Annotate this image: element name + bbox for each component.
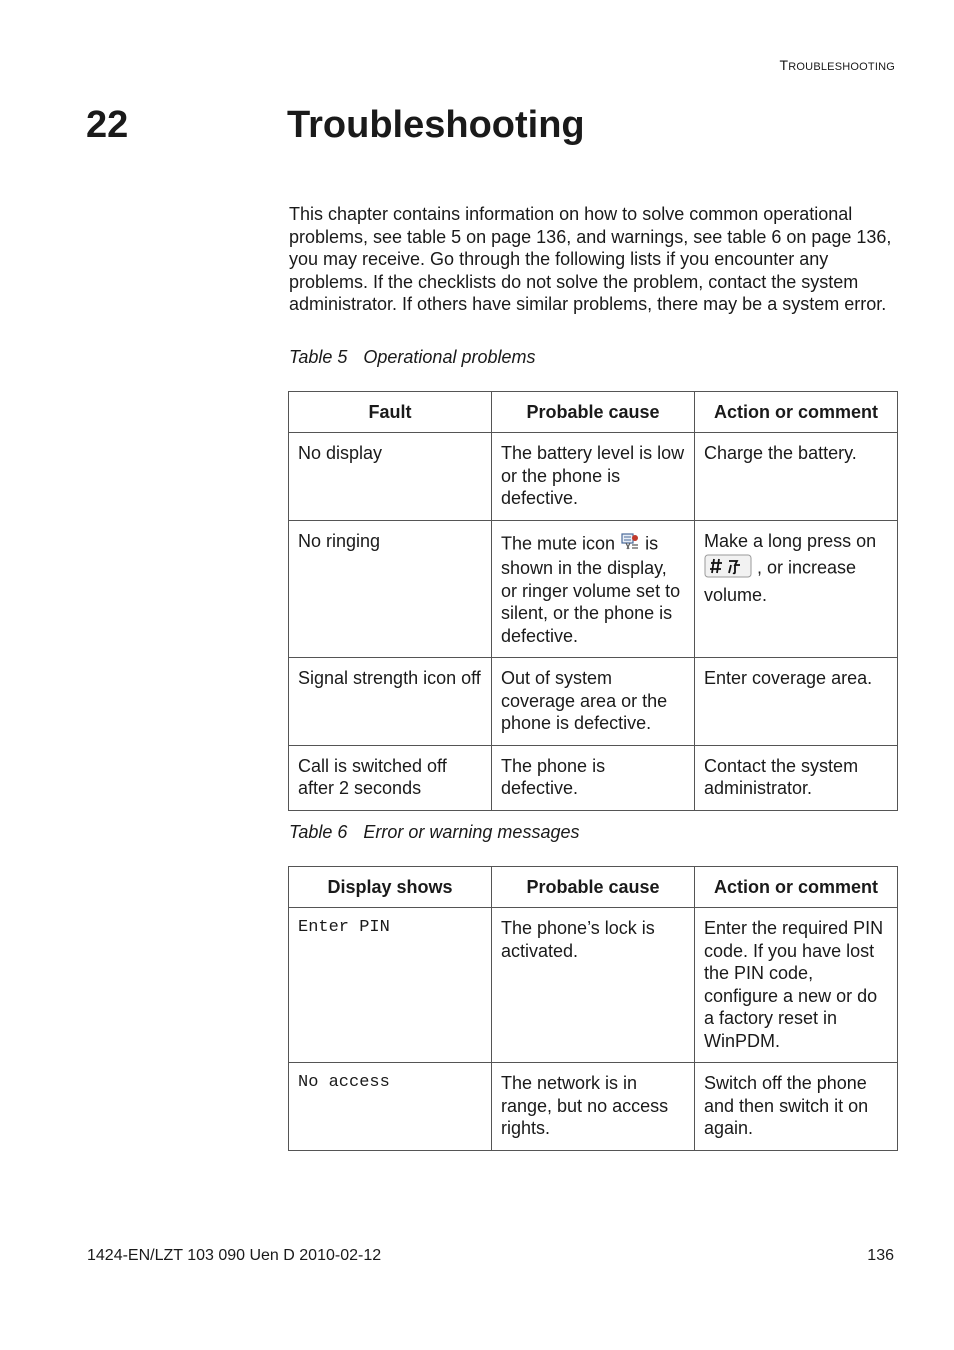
table6-caption	[289, 822, 579, 843]
table5-caption	[289, 347, 535, 368]
table6-caption-title: Error or warning messages	[363, 822, 580, 842]
action-text-after: , or increase volume.	[704, 557, 857, 605]
mute-icon	[620, 532, 640, 558]
table-row	[289, 745, 898, 810]
intro-paragraph: This chapter contains information on how to solve common operational problems, see table 5 on page 136, and warnings, see table 6 on page 136, you may receive. Go through the following lists if you encounter any problems. If the checklists do not solve the problem, contact the system administrator. If others have similar problems, there may be a system error.	[289, 204, 892, 314]
action-text-before: Make a long press on	[704, 530, 877, 551]
table5-caption-label: Table 5	[289, 347, 348, 367]
chapter-number: 22	[86, 104, 129, 146]
table-row	[289, 658, 898, 746]
column-header-action: Action or comment	[695, 867, 898, 908]
table-row	[289, 520, 898, 658]
fault-cell: Signal strength icon off	[289, 658, 492, 746]
chapter-title: Troubleshooting	[287, 104, 585, 146]
column-header-display: Display shows	[289, 867, 492, 908]
table-row	[289, 1063, 898, 1151]
table5-caption-title: Operational problems	[363, 347, 536, 367]
cause-cell	[492, 520, 695, 658]
display-message-cell: No access	[289, 1063, 492, 1151]
table-header-row	[289, 392, 898, 433]
fault-cell: Call is switched off after 2 seconds	[289, 745, 492, 810]
column-header-action: Action or comment	[695, 392, 898, 433]
fault-cell: No display	[289, 433, 492, 521]
cause-text-after: is shown in the display, or ringer volume set to silent, or the phone is defective.	[501, 533, 681, 646]
action-cell	[695, 520, 898, 658]
running-head	[780, 57, 895, 73]
operational-problems-table	[288, 391, 898, 811]
action-cell: Enter the required PIN code. If you have lost the PIN code, configure a new or do a factory reset in WinPDM.	[695, 908, 898, 1063]
action-cell: Charge the battery.	[695, 433, 898, 521]
column-header-cause: Probable cause	[492, 867, 695, 908]
table6-caption-label: Table 6	[289, 822, 348, 842]
error-messages-table	[288, 866, 898, 1151]
footer-page-number: 136	[867, 1247, 894, 1264]
cause-cell: The network is in range, but no access rights.	[492, 1063, 695, 1151]
table-row	[289, 908, 898, 1063]
action-cell: Switch off the phone and then switch it on again.	[695, 1063, 898, 1151]
running-head-rest: ROUBLESHOOTING	[788, 61, 895, 73]
hash-mute-key-icon	[704, 554, 752, 584]
cause-cell: The phone’s lock is activated.	[492, 908, 695, 1063]
fault-cell: No ringing	[289, 520, 492, 658]
display-message-cell: Enter PIN	[289, 908, 492, 1063]
action-cell: Contact the system administrator.	[695, 745, 898, 810]
column-header-cause: Probable cause	[492, 392, 695, 433]
cause-cell: The battery level is low or the phone is defective.	[492, 433, 695, 521]
cause-text-before: The mute icon	[501, 533, 616, 553]
cause-cell: Out of system coverage area or the phone is defective.	[492, 658, 695, 746]
cause-cell: The phone is defective.	[492, 745, 695, 810]
column-header-fault: Fault	[289, 392, 492, 433]
running-head-initial: T	[779, 57, 789, 73]
table-header-row	[289, 867, 898, 908]
footer-doc-id: 1424-EN/LZT 103 090 Uen D 2010-02-12	[87, 1247, 382, 1264]
action-cell: Enter coverage area.	[695, 658, 898, 746]
action-line	[704, 554, 888, 606]
table-row	[289, 433, 898, 521]
